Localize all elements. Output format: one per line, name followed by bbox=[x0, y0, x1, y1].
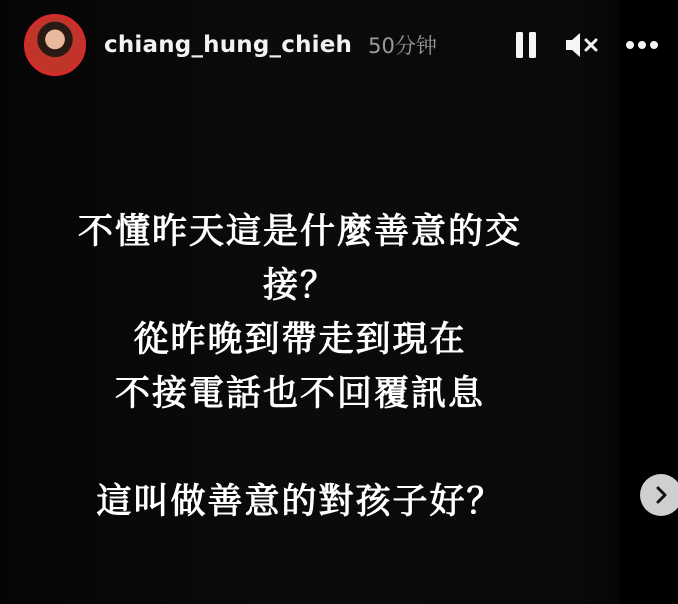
username[interactable]: chiang_hung_chieh bbox=[104, 32, 353, 58]
caption-line: 不懂昨天這是什麼善意的交 bbox=[77, 212, 522, 252]
caption-line: 這叫做善意的對孩子好？ bbox=[96, 482, 504, 522]
chevron-right-icon bbox=[653, 486, 669, 504]
pause-icon bbox=[514, 30, 538, 60]
more-dots-icon bbox=[624, 39, 660, 51]
caption-line: 不接電話也不回覆訊息 bbox=[114, 374, 485, 414]
more-button[interactable] bbox=[624, 39, 660, 51]
post-time: 50分钟 bbox=[368, 34, 437, 58]
pause-button[interactable] bbox=[514, 30, 538, 60]
caption-spacer bbox=[20, 421, 580, 475]
story-caption bbox=[20, 205, 580, 529]
muted-speaker-icon bbox=[564, 30, 598, 60]
next-story-button[interactable] bbox=[640, 474, 678, 516]
caption-line: 接？ bbox=[262, 266, 337, 306]
story-controls bbox=[514, 30, 666, 60]
story-header bbox=[24, 12, 666, 78]
caption-line: 從昨晚到帶走到現在 bbox=[133, 320, 467, 360]
avatar[interactable] bbox=[24, 14, 86, 76]
mute-button[interactable] bbox=[564, 30, 598, 60]
